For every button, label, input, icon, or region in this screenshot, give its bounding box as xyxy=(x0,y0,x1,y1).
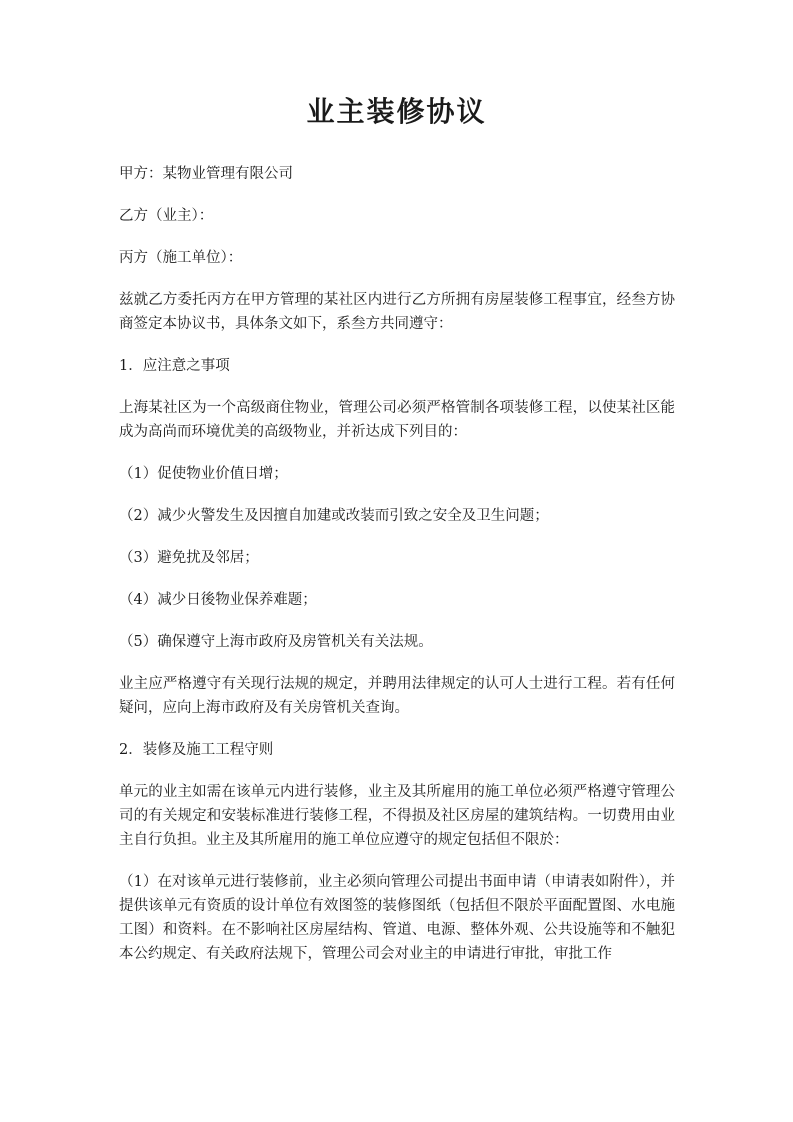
section-1-item: （2）减少火警发生及因擅自加建或改装而引致之安全及卫生问题； xyxy=(119,508,549,524)
section-1-item: （3）避免扰及邻居； xyxy=(119,550,259,566)
document-body xyxy=(119,162,675,984)
party-c-line: 丙方（施工单位）： xyxy=(119,250,243,266)
section-2-intro: 单元的业主如需在该单元内进行装修，业主及其所雇用的施工单位必须严格遵守管理公司的有关规定和安装标准进行装修工程，不得损及社区房屋的建筑结构。一切费用由业主自行负担。业主及其所雇用的施工单位应遵守的规定包括但不限於： xyxy=(119,784,675,848)
section-1-item: （5）确保遵守上海市政府及房管机关有关法规。 xyxy=(119,634,433,650)
intro-paragraph: 兹就乙方委托丙方在甲方管理的某社区内进行乙方所拥有房屋装修工程事宜，经叁方协商签定本协议书，具体条文如下，系叁方共同遵守： xyxy=(119,292,675,332)
section-1-item: （4）减少日後物业保养难题； xyxy=(119,592,317,608)
section-1-closing: 业主应严格遵守有关现行法规的规定，并聘用法律规定的认可人士进行工程。若有任何疑问，应向上海市政府及有关房管机关查询。 xyxy=(119,676,675,716)
section-1-item: （1）促使物业价值日增； xyxy=(119,466,288,482)
party-b-line: 乙方（业主）： xyxy=(119,208,214,224)
section-1-intro: 上海某社区为一个高级商住物业，管理公司必须严格管制各项装修工程，以使某社区能成为高尚而环境优美的高级物业，并祈达成下列目的： xyxy=(119,400,675,440)
section-2-heading: 2．装修及施工工程守则 xyxy=(119,742,274,758)
section-2-item-1: （1）在对该单元进行装修前，业主必须向管理公司提出书面申请（申请表如附件），并提供该单元有资质的设计单位有效图签的装修图纸（包括但不限於平面配置图、水电施工图）和资料。在不影响社区房屋结构、管道、电源、整体外观、公共设施等和不触犯本公约规定、有关政府法规下，管理公司会对业主的申请进行审批，审批工作 xyxy=(119,874,675,962)
party-a-line: 甲方：某物业管理有限公司 xyxy=(119,166,293,182)
document-title: 业主装修协议 xyxy=(306,95,487,128)
section-1-heading: 1．应注意之事项 xyxy=(119,358,230,374)
